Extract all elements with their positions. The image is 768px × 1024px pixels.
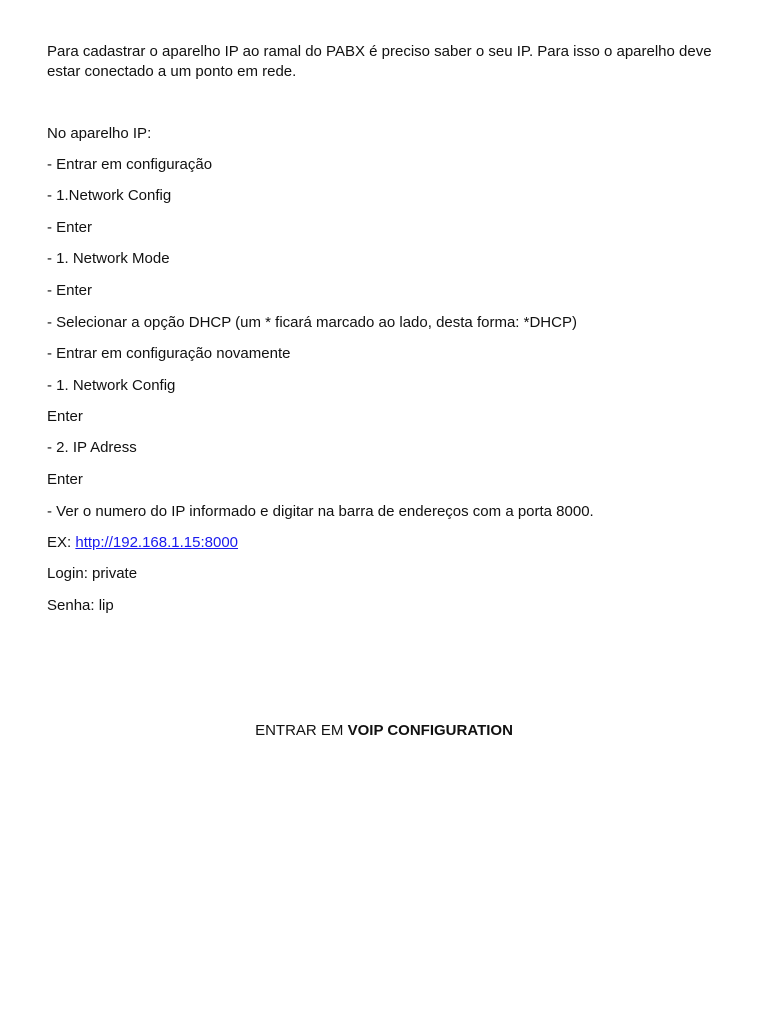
step-line: - Selecionar a opção DHCP (um * ficará marcado ao lado, desta forma: *DHCP): [47, 314, 577, 331]
step-line: - Entrar em configuração: [47, 156, 213, 173]
step-line: - Ver o numero do IP informado e digitar na barra de endereços com a porta 8000.: [47, 503, 594, 520]
step-line: - Enter: [47, 219, 93, 236]
step-line: - Entrar em configuração novamente: [47, 345, 291, 362]
step-line: - 1. Network Mode: [47, 250, 170, 267]
step-line: - 1. Network Config: [47, 377, 176, 394]
section-heading-prefix: ENTRAR EM: [255, 722, 348, 739]
section-heading: [0, 721, 768, 741]
example-line: [47, 533, 238, 553]
login-line: Login: private: [47, 565, 138, 582]
step-line: - 2. IP Adress: [47, 439, 137, 456]
step-line: - Enter: [47, 282, 93, 299]
example-url-link[interactable]: http://192.168.1.15:8000: [75, 534, 239, 551]
step-line: Enter: [47, 471, 83, 488]
intro-paragraph: Para cadastrar o aparelho IP ao ramal do PABX é preciso saber o seu IP. Para isso o aparelho deve estar conectado a um ponto em rede.: [47, 43, 712, 80]
section-heading-bold: VOIP CONFIGURATION: [347, 722, 513, 739]
step-line: - 1.Network Config: [47, 187, 172, 204]
password-line: Senha: lip: [47, 597, 114, 614]
example-label: EX:: [47, 534, 76, 551]
steps-heading: No aparelho IP:: [47, 125, 152, 142]
step-line: Enter: [47, 408, 83, 425]
